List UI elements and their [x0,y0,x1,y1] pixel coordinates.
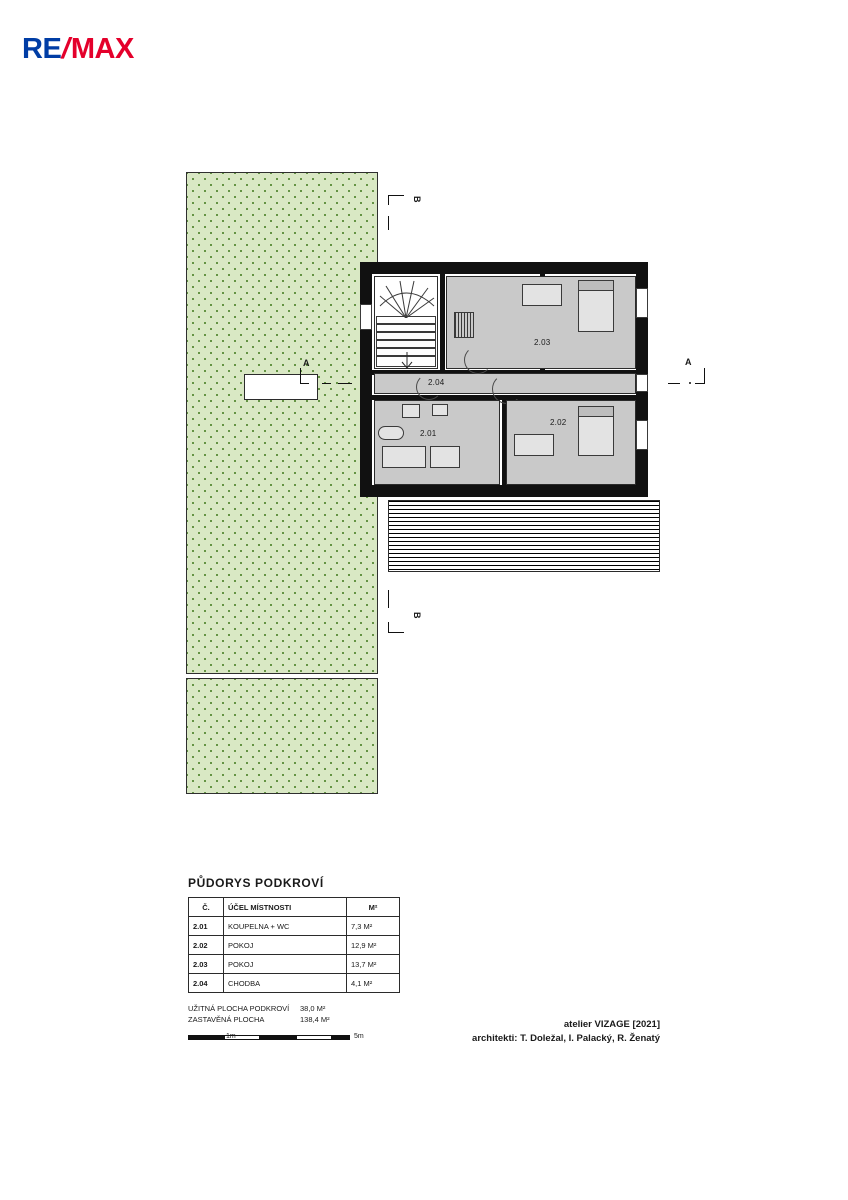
logo-text-re: RE [22,32,62,65]
credits-studio: atelier VIZAGE [2021] [563,1019,660,1030]
room-label-2-03: 2.03 [534,338,551,347]
table-row [189,955,400,974]
section-line-a-right-dot [689,382,691,384]
table-cell-purpose: CHODBA [224,974,347,993]
furniture-wardrobe-203 [454,312,474,338]
window-right-upper [636,288,648,318]
section-mark-a-left-tick-h [300,383,309,384]
fixture-wc [402,404,420,418]
room-schedule-block [188,876,608,1026]
fixture-vanity [430,446,460,468]
room-label-2-01: 2.01 [420,429,437,438]
table-cell-purpose: KOUPELNA + WC [224,917,347,936]
total-value: 38,0 M² [300,1004,326,1013]
stair-step [376,324,436,332]
section-line-a-left-dash1 [322,383,331,384]
total-label: ZASTAVĚNÁ PLOCHA [188,1015,265,1025]
section-line-a-right-dash [668,383,680,384]
section-mark-b-bottom-tick-v [388,622,389,633]
furniture-desk-202 [514,434,554,456]
section-mark-a-right-label: A [685,357,692,367]
table-cell-area: 12,9 M² [347,936,400,955]
logo-slash: / [59,32,74,65]
window-right-lower [636,420,648,450]
total-row [188,1003,608,1014]
table-row [189,974,400,993]
terrace-decking [388,500,660,572]
building-interior [372,274,636,485]
stair-winder-icon [376,278,436,318]
interior-wall-vertical-1 [440,274,445,374]
section-mark-b-bottom-tick-h [388,632,404,633]
section-line-a-left-dash2 [338,383,352,384]
room-schedule-table [188,897,400,993]
total-label: UŽITNÁ PLOCHA PODKROVÍ [188,1004,290,1013]
scale-label-end: 5m [354,1033,364,1040]
window-left-upper [360,304,372,330]
fixture-washbasin [432,404,448,416]
furniture-bed-head-203 [578,280,614,291]
table-cell-number: 2.03 [189,955,224,974]
table-header-area: M² [347,898,400,917]
section-mark-a-left-tick-v [300,368,301,384]
fixture-bathtub [378,426,404,440]
section-mark-a-left-label: A [303,358,310,368]
stair-step [376,340,436,348]
scale-bar [188,1032,368,1046]
page-title: PŮDORYS PODKROVÍ [188,876,324,890]
section-mark-a-right-tick-h [695,383,705,384]
fixture-shower [382,446,426,468]
credits-block [400,1018,660,1046]
scale-label-start: 1m [226,1033,236,1040]
stair-step [376,332,436,340]
credits-architects: architekti: T. Doležal, I. Palacký, R. Ženatý [472,1032,660,1044]
garden-structure [244,374,318,400]
building-footprint [360,262,648,497]
table-cell-number: 2.04 [189,974,224,993]
table-cell-area: 13,7 M² [347,955,400,974]
furniture-bed-head-202 [578,406,614,417]
scale-segment-empty [296,1035,332,1040]
table-row [189,936,400,955]
section-mark-b-top-tick-h [388,195,404,196]
table-cell-area: 4,1 M² [347,974,400,993]
table-cell-purpose: POKOJ [224,936,347,955]
section-mark-b-bottom-label: B [412,612,422,619]
section-mark-a-right-tick-v [704,368,705,384]
section-mark-b-top-label: B [412,196,422,203]
total-value: 138,4 M² [300,1015,330,1025]
table-header-row [189,898,400,917]
door-swing-icon [464,346,492,374]
section-mark-b-top-tick-v [388,195,389,205]
table-cell-area: 7,3 M² [347,917,400,936]
table-cell-number: 2.02 [189,936,224,955]
window-right-middle [636,374,648,392]
room-label-2-04: 2.04 [428,378,445,387]
garden-area-main [186,172,378,674]
table-header-purpose: ÚČEL MÍSTNOSTI [224,898,347,917]
scale-segment-filled [260,1035,296,1040]
scale-segment-filled [188,1035,224,1040]
stair-direction-arrow-icon [392,350,422,370]
garden-area-lower [186,678,378,794]
section-line-b-bottom-dash [388,590,389,608]
table-row [189,917,400,936]
logo-text-max: MAX [70,32,134,65]
section-line-b-top-dash [388,216,389,230]
scale-segment-filled [332,1035,350,1040]
room-label-2-02: 2.02 [550,418,567,427]
table-header-number: Č. [189,898,224,917]
table-cell-purpose: POKOJ [224,955,347,974]
door-swing-icon [416,374,445,400]
furniture-desk-203 [522,284,562,306]
table-cell-number: 2.01 [189,917,224,936]
